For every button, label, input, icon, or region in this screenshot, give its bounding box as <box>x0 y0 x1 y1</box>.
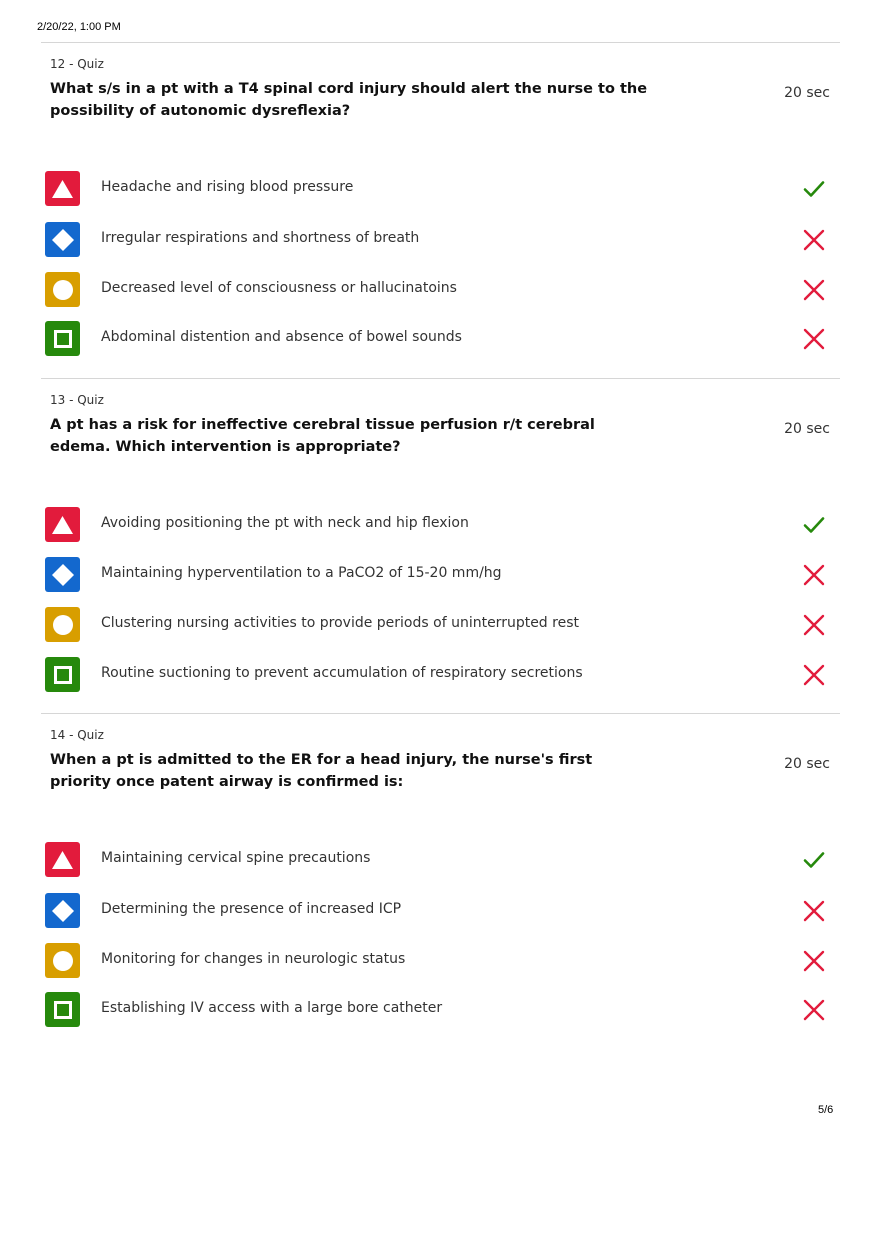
time-limit: 20 sec <box>784 85 830 101</box>
triangle-icon <box>45 842 80 877</box>
page-number: 5/6 <box>818 1104 834 1116</box>
answer-option <box>45 507 835 543</box>
cross-icon <box>802 278 826 302</box>
question-title: A pt has a risk for ineffective cerebral tissue perfusion r/t cerebral edema. Which intervention is appropriate? <box>50 417 595 455</box>
answer-text: Routine suctioning to prevent accumulation of respiratory secretions <box>101 665 583 681</box>
answer-text: Decreased level of consciousness or hallucinatoins <box>101 280 457 296</box>
answer-text: Clustering nursing activities to provide periods of uninterrupted rest <box>101 615 579 631</box>
checkmark-icon <box>802 848 826 872</box>
time-limit: 20 sec <box>784 421 830 437</box>
cross-icon <box>802 899 826 923</box>
quiz-question <box>41 42 840 379</box>
quiz-question <box>41 713 840 1050</box>
triangle-icon <box>45 507 80 542</box>
answer-option <box>45 557 835 593</box>
answer-option <box>45 943 835 979</box>
answer-text: Determining the presence of increased ICP <box>101 901 402 917</box>
circle-icon <box>45 943 80 978</box>
square-icon <box>45 321 80 356</box>
quiz-question <box>41 378 840 715</box>
diamond-icon <box>45 557 80 592</box>
diamond-icon <box>45 222 80 257</box>
print-timestamp: 2/20/22, 1:00 PM <box>37 21 121 33</box>
question-label: 14 - Quiz <box>50 728 104 742</box>
answer-option <box>45 321 835 357</box>
answer-text: Headache and rising blood pressure <box>101 179 354 195</box>
answer-text: Abdominal distention and absence of bowel sounds <box>101 329 462 345</box>
circle-icon <box>45 607 80 642</box>
answer-text: Monitoring for changes in neurologic status <box>101 951 406 967</box>
answer-text: Maintaining hyperventilation to a PaCO2 of 15-20 mm/hg <box>101 565 502 581</box>
answer-option <box>45 893 835 929</box>
answer-text: Maintaining cervical spine precautions <box>101 850 371 866</box>
cross-icon <box>802 998 826 1022</box>
diamond-icon <box>45 893 80 928</box>
cross-icon <box>802 949 826 973</box>
cross-icon <box>802 613 826 637</box>
checkmark-icon <box>802 513 826 537</box>
question-label: 13 - Quiz <box>50 393 104 407</box>
time-limit: 20 sec <box>784 756 830 772</box>
answer-option <box>45 272 835 308</box>
answer-option <box>45 171 835 207</box>
answer-option <box>45 607 835 643</box>
answer-option <box>45 222 835 258</box>
answer-text: Avoiding positioning the pt with neck and hip flexion <box>101 515 469 531</box>
answer-text: Establishing IV access with a large bore catheter <box>101 1000 443 1016</box>
answer-option <box>45 992 835 1028</box>
question-title: What s/s in a pt with a T4 spinal cord injury should alert the nurse to the possibility of autonomic dysreflexia? <box>50 81 648 119</box>
question-label: 12 - Quiz <box>50 57 104 71</box>
cross-icon <box>802 663 826 687</box>
triangle-icon <box>45 171 80 206</box>
cross-icon <box>802 563 826 587</box>
answer-option <box>45 657 835 693</box>
square-icon <box>45 657 80 692</box>
circle-icon <box>45 272 80 307</box>
square-icon <box>45 992 80 1027</box>
answer-option <box>45 842 835 878</box>
cross-icon <box>802 228 826 252</box>
question-title: When a pt is admitted to the ER for a head injury, the nurse's first priority once patent airway is confirmed is: <box>50 752 593 790</box>
answer-text: Irregular respirations and shortness of breath <box>101 230 420 246</box>
cross-icon <box>802 327 826 351</box>
checkmark-icon <box>802 177 826 201</box>
